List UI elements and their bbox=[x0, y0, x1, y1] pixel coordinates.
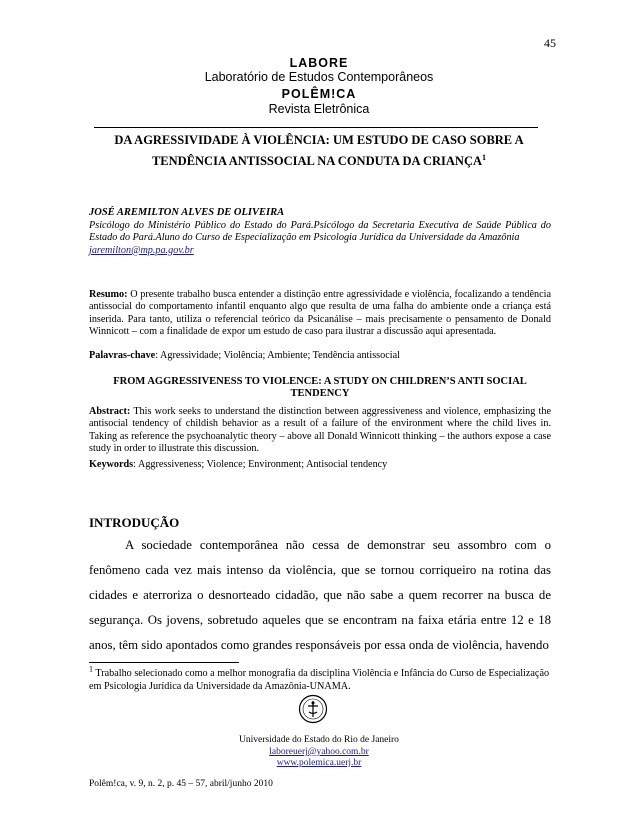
introducao-paragraph: A sociedade contemporânea não cessa de demonstrar seu assombro com o fenômeno cada vez mais intenso da violência, que se tornou corriqueiro na rotina das cidades e aterroriza o desnorteado cidadão, que não sabe a quem recorrer na busca de segurança. Os jovens, sobretudo aqueles que se encontram na faixa etária entre 12 e 18 anos, têm sido apontados como grandes responsáveis por essa onda de violência, havendo bbox=[89, 538, 551, 652]
resumo-label: Resumo: bbox=[89, 289, 128, 300]
author-email-link[interactable]: jaremilton@mp.pa.gov.br bbox=[89, 244, 194, 256]
title-footnote-mark: 1 bbox=[482, 152, 487, 162]
english-title-line-1: FROM AGGRESSIVENESS TO VIOLENCE: A STUDY ON CHILDREN’S ANTI SOCIAL bbox=[113, 376, 527, 387]
author-affiliation bbox=[89, 220, 551, 257]
footer-university: Universidade do Estado do Rio de Janeiro bbox=[239, 735, 399, 745]
keywords-label: Keywords bbox=[89, 459, 134, 470]
english-title-line-2: TENDENCY bbox=[290, 388, 350, 399]
article-title-line-2 bbox=[60, 154, 578, 169]
journal-name: POLÊM!CA bbox=[281, 87, 357, 101]
journal-citation: Polêm!ca, v. 9, n. 2, p. 45 – 57, abril/junho 2010 bbox=[89, 779, 273, 789]
keywords-text: : Aggressiveness; Violence; Environment; Antisocial tendency bbox=[133, 459, 388, 470]
footnote-text: Trabalho selecionado como a melhor monografia da disciplina Violência e Infância do Curso de Especialização em Psicologia Jurídica da Universidade da Amazônia-UNAMA. bbox=[89, 668, 550, 692]
page-number: 45 bbox=[544, 36, 556, 50]
footer-email-link[interactable]: laboreuerj@yahoo.com.br bbox=[269, 747, 369, 757]
author-name: JOSÉ AREMILTON ALVES DE OLIVEIRA bbox=[89, 207, 285, 218]
article-title-text: TENDÊNCIA ANTISSOCIAL NA CONDUTA DA CRIANÇA bbox=[151, 154, 483, 168]
footnote-mark: 1 bbox=[89, 664, 93, 674]
resumo-block bbox=[89, 289, 551, 338]
journal-type: Revista Eletrônica bbox=[268, 102, 370, 116]
keywords bbox=[89, 459, 551, 471]
section-heading-introducao: INTRODUÇÃO bbox=[89, 515, 180, 530]
palavras-chave bbox=[89, 350, 551, 362]
journal-lab-name: LABORE bbox=[289, 56, 349, 70]
introducao-body bbox=[89, 533, 551, 658]
university-seal-icon bbox=[298, 694, 328, 724]
footer-website-link[interactable]: www.polemica.uerj.br bbox=[276, 758, 362, 768]
journal-lab-subtitle: Laboratório de Estudos Contemporâneos bbox=[204, 70, 434, 84]
header-divider bbox=[94, 127, 538, 128]
article-title-line-1: DA AGRESSIVIDADE À VIOLÊNCIA: UM ESTUDO DE CASO SOBRE A bbox=[114, 133, 524, 147]
affiliation-text: Psicólogo do Ministério Público do Estado do Pará.Psicólogo da Secretaria Executiva de Saúde Pública do Estado do Pará.Aluno do Curso de Especialização em Psicologia Jurídica da Universidade da Amazônia bbox=[89, 220, 551, 244]
resumo-text: O presente trabalho busca entender a distinção entre agressividade e violência, focalizando a tendência antissocial do comportamento infantil enquanto algo que resulta de uma falha do ambiente onde a criança está inserida. Para tanto, utiliza o referencial teórico da Psicanálise – mais precisamente o pensamento de Donald Winnicott – com a finalidade de expor um estudo de caso para ilustrar a discussão aqui apresentada. bbox=[89, 289, 551, 337]
palavras-chave-text: : Agressividade; Violência; Ambiente; Tendência antissocial bbox=[155, 350, 400, 361]
abstract-label: Abstract: bbox=[89, 406, 131, 417]
abstract-text: This work seeks to understand the distinction between aggressiveness and violence, emphasizing the antisocial tendency of childish behavior as a result of a failure of the environment where the child lives in. Taking as reference the psychoanalytic theory – above all Donald Winnicott thinking – the authors expose a case study in order to illustrate this discussion. bbox=[89, 406, 551, 454]
abstract-block bbox=[89, 406, 551, 455]
footnote bbox=[89, 664, 551, 693]
footnote-divider bbox=[89, 662, 239, 663]
palavras-chave-label: Palavras-chave bbox=[89, 350, 156, 361]
